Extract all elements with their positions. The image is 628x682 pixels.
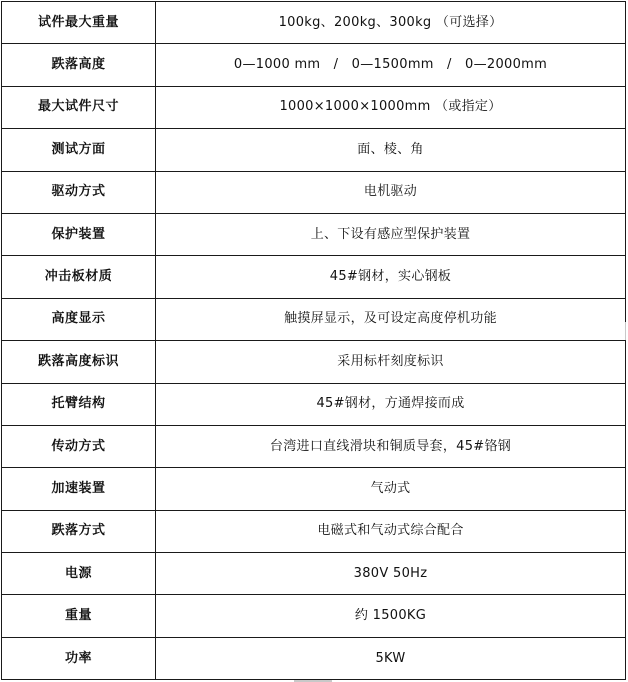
table-row: [2, 425, 626, 467]
spec-label: 跌落高度标识: [2, 341, 156, 383]
spec-table-body: [2, 2, 626, 680]
table-row: [2, 510, 626, 552]
table-row: [2, 637, 626, 679]
spec-value: 上、下设有感应型保护装置: [156, 213, 626, 255]
table-row: [2, 86, 626, 128]
spec-label: 最大试件尺寸: [2, 86, 156, 128]
spec-value: 45#钢材，方通焊接而成: [156, 383, 626, 425]
spec-label: 跌落高度: [2, 44, 156, 86]
spec-label: 试件最大重量: [2, 2, 156, 44]
table-row: [2, 468, 626, 510]
spec-value: 电磁式和气动式综合配合: [156, 510, 626, 552]
table-row: [2, 171, 626, 213]
spec-label: 加速装置: [2, 468, 156, 510]
table-row: [2, 298, 626, 340]
table-row: [2, 595, 626, 637]
table-row: [2, 44, 626, 86]
spec-value: 电机驱动: [156, 171, 626, 213]
spec-value: 约 1500KG: [156, 595, 626, 637]
spec-value: 1000×1000×1000mm （或指定）: [156, 86, 626, 128]
spec-label: 托臂结构: [2, 383, 156, 425]
spec-value: 45#钢材，实心钢板: [156, 256, 626, 298]
spec-label: 传动方式: [2, 425, 156, 467]
spec-value: 380V 50Hz: [156, 553, 626, 595]
spec-label: 驱动方式: [2, 171, 156, 213]
spec-value: 面、棱、角: [156, 129, 626, 171]
spec-label: 冲击板材质: [2, 256, 156, 298]
table-row: [2, 553, 626, 595]
spec-label: 保护装置: [2, 213, 156, 255]
scroll-marker: [625, 322, 626, 340]
table-row: [2, 2, 626, 44]
spec-label: 电源: [2, 553, 156, 595]
spec-value: 采用标杆刻度标识: [156, 341, 626, 383]
table-row: [2, 213, 626, 255]
spec-value: 气动式: [156, 468, 626, 510]
spec-value: 0—1000 mm / 0—1500mm / 0—2000mm: [156, 44, 626, 86]
spec-label: 重量: [2, 595, 156, 637]
spec-value: 100kg、200kg、300kg （可选择）: [156, 2, 626, 44]
spec-value: 触摸屏显示，及可设定高度停机功能: [156, 298, 626, 340]
table-row: [2, 341, 626, 383]
spec-label: 高度显示: [2, 298, 156, 340]
table-row: [2, 256, 626, 298]
spec-table: [1, 1, 626, 680]
table-row: [2, 129, 626, 171]
spec-label: 测试方面: [2, 129, 156, 171]
table-row: [2, 383, 626, 425]
spec-value: 台湾进口直线滑块和铜质导套，45#铬钢: [156, 425, 626, 467]
spec-label: 跌落方式: [2, 510, 156, 552]
spec-value: 5KW: [156, 637, 626, 679]
spec-label: 功率: [2, 637, 156, 679]
